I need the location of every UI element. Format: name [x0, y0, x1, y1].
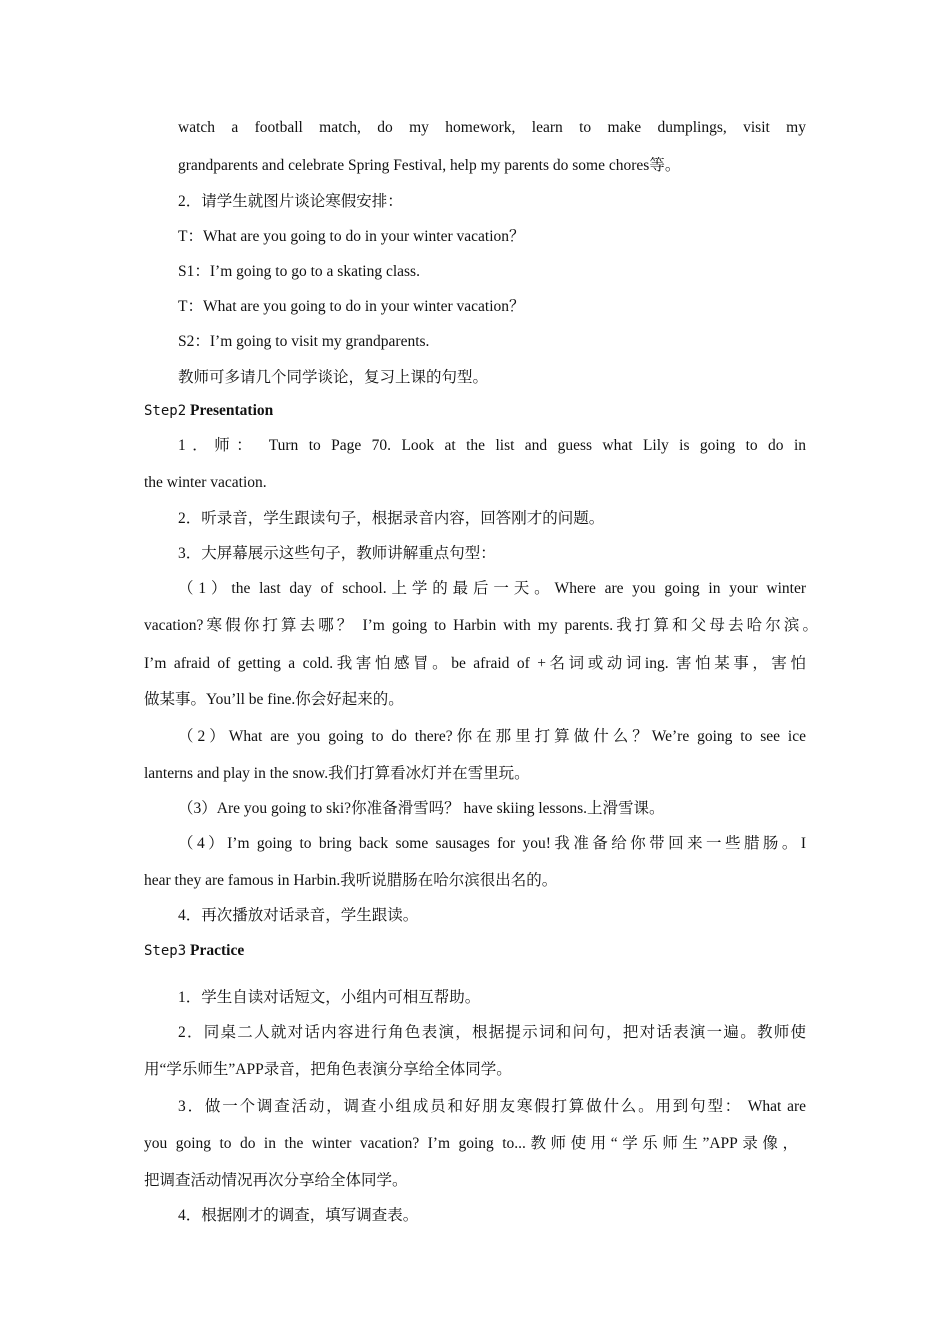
vocab-line-1: watch a football match, do my homework, learn to make dumplings, visit my: [178, 119, 806, 136]
sentence-4-line-2: hear they are famous in Harbin.我听说腊肠在哈尔滨很出名的。: [144, 872, 558, 889]
step3-item-2-line-2: 用“学乐师生”APP录音，把角色表演分享给全体同学。: [144, 1061, 512, 1078]
step3-heading: [144, 941, 244, 961]
step3-label: Step3: [144, 943, 187, 959]
step2-item-1-line-1: 1．师： Turn to Page 70. Look at the list and guess what Lily is going to do in: [178, 437, 806, 454]
dialog-line: T：What are you going to do in your winter vacation？: [178, 298, 525, 315]
step3-title: Practice: [190, 942, 245, 959]
sentence-3: （3）Are you going to ski?你准备滑雪吗？ have skiing lessons.上滑雪课。: [178, 800, 665, 817]
dialog-line: S2：I’m going to visit my grandparents.: [178, 333, 430, 350]
sentence-1-line-2: vacation?寒假你打算去哪？ I’m going to Harbin with my parents.我打算和父母去哈尔滨。: [144, 617, 818, 634]
sentence-4-line-1: （4）I’m going to bring back some sausages for you!我准备给你带回来一些腊肠。I: [178, 835, 806, 852]
step2-label: Step2: [144, 403, 187, 419]
vocab-line-2: grandparents and celebrate Spring Festival, help my parents do some chores等。: [178, 157, 681, 174]
sentence-2-line-1: （2）What are you going to do there?你在那里打算做什么？We’re going to see ice: [178, 728, 806, 745]
step2-item-1-line-2: the winter vacation.: [144, 474, 267, 491]
step3-item-2-line-1: 2．同桌二人就对话内容进行角色表演，根据提示词和问句，把对话表演一遍。教师使: [178, 1024, 806, 1041]
dialog-line: T：What are you going to do in your winter vacation？: [178, 228, 525, 245]
sentence-1-line-3: I’m afraid of getting a cold.我害怕感冒。be afraid of +名词或动词ing. 害怕某事，害怕: [144, 655, 806, 672]
step3-item-4: 4．根据刚才的调查，填写调查表。: [178, 1207, 419, 1224]
step3-item-3-line-3: 把调查活动情况再次分享给全体同学。: [144, 1172, 408, 1189]
step2-title: Presentation: [190, 402, 274, 419]
step3-item-3-line-1: 3．做一个调查活动，调查小组成员和好朋友寒假打算做什么。用到句型： What are: [178, 1098, 806, 1115]
step2-item-4: 4．再次播放对话录音，学生跟读。: [178, 907, 419, 924]
step2-heading: [144, 401, 273, 421]
sentence-2-line-2: lanterns and play in the snow.我们打算看冰灯并在雪里玩。: [144, 765, 530, 782]
sentence-1-line-4: 做某事。You’ll be fine.你会好起来的。: [144, 691, 404, 708]
step2-item-2: 2．听录音，学生跟读句子，根据录音内容，回答刚才的问题。: [178, 510, 605, 527]
step3-item-1: 1．学生自读对话短文，小组内可相互帮助。: [178, 989, 481, 1006]
warmup-item-2: 2．请学生就图片谈论寒假安排：: [178, 193, 403, 210]
step2-item-3: 3．大屏幕展示这些句子，教师讲解重点句型：: [178, 545, 496, 562]
warmup-summary: 教师可多请几个同学谈论，复习上课的句型。: [178, 369, 489, 386]
dialog-line: S1：I’m going to go to a skating class.: [178, 263, 420, 280]
sentence-1-line-1: （1）the last day of school.上学的最后一天。Where are you going in your winter: [178, 580, 806, 597]
step3-item-3-line-2: you going to do in the winter vacation? I’m going to...教师使用“学乐师生”APP录像，: [144, 1135, 798, 1152]
